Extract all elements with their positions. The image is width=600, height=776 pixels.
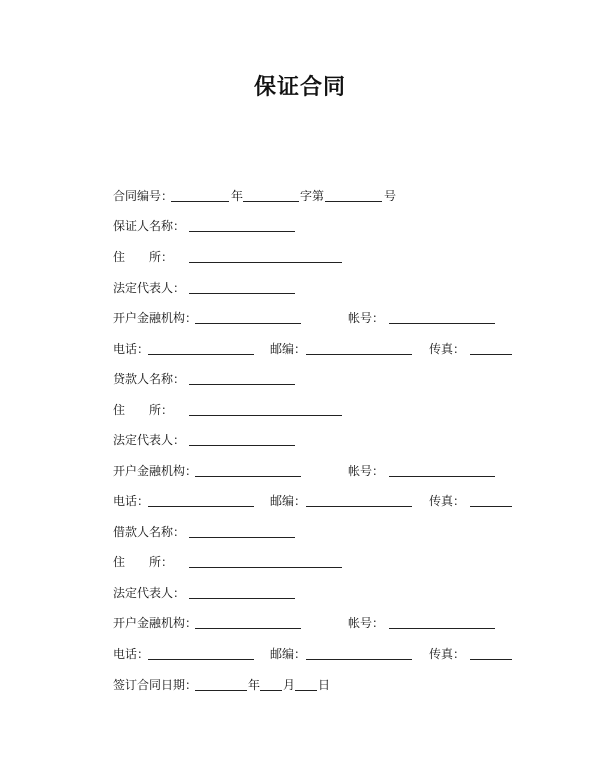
signing-year-suffix: 年 [248,678,261,692]
lender-phone-label: 电话： [113,494,150,508]
guarantor-fax-field[interactable] [470,354,512,355]
borrower-fax-label: 传真： [429,647,466,661]
borrower-address-label: 住 所： [113,555,174,569]
borrower-rep-label: 法定代表人： [113,586,186,600]
document-title: 保证合同 [253,74,346,100]
signing-month-field[interactable] [260,690,282,691]
guarantor-rep-label: 法定代表人： [113,281,186,295]
borrower-phone-label: 电话： [113,647,150,661]
contract-zi-field[interactable] [243,201,299,202]
lender-bank-label: 开户金融机构： [113,464,198,478]
contract-zidi-suffix: 字第 [300,189,325,203]
lender-phone-field[interactable] [148,506,254,507]
borrower-postcode-field[interactable] [306,659,412,660]
borrower-name-field[interactable] [189,537,295,538]
guarantor-address-label: 住 所： [113,250,174,264]
guarantor-bank-field[interactable] [195,323,301,324]
contract-number-label: 合同编号： [113,189,174,203]
signing-day-suffix: 日 [318,678,331,692]
borrower-bank-label: 开户金融机构： [113,616,198,630]
guarantor-postcode-label: 邮编： [270,342,307,356]
borrower-phone-field[interactable] [148,659,254,660]
lender-name-field[interactable] [189,384,295,385]
contract-no-field[interactable] [325,201,382,202]
guarantor-phone-field[interactable] [148,354,254,355]
borrower-postcode-label: 邮编： [270,647,307,661]
signing-day-field[interactable] [295,690,317,691]
contract-year-field[interactable] [171,201,229,202]
borrower-name-label: 借款人名称： [113,525,186,539]
guarantor-account-label: 帐号： [348,311,385,325]
lender-address-label: 住 所： [113,403,174,417]
guarantor-bank-label: 开户金融机构： [113,311,198,325]
lender-account-field[interactable] [389,476,495,477]
lender-postcode-field[interactable] [306,506,412,507]
guarantor-name-field[interactable] [189,231,295,232]
lender-bank-field[interactable] [195,476,301,477]
borrower-account-label: 帐号： [348,616,385,630]
contract-year-suffix: 年 [231,189,244,203]
borrower-bank-field[interactable] [195,628,301,629]
lender-account-label: 帐号： [348,464,385,478]
signing-year-field[interactable] [195,690,247,691]
lender-name-label: 贷款人名称： [113,372,186,386]
guarantor-address-field[interactable] [189,262,342,263]
borrower-account-field[interactable] [389,628,495,629]
lender-rep-field[interactable] [189,445,295,446]
lender-rep-label: 法定代表人： [113,433,186,447]
guarantor-postcode-field[interactable] [306,354,412,355]
lender-fax-label: 传真： [429,494,466,508]
guarantor-fax-label: 传真： [429,342,466,356]
lender-address-field[interactable] [189,415,342,416]
borrower-rep-field[interactable] [189,598,295,599]
signing-date-label: 签订合同日期： [113,678,198,692]
contract-hao-suffix: 号 [384,189,397,203]
signing-month-suffix: 月 [283,678,296,692]
guarantor-name-label: 保证人名称： [113,219,186,233]
guarantor-rep-field[interactable] [189,293,295,294]
borrower-fax-field[interactable] [470,659,512,660]
lender-fax-field[interactable] [470,506,512,507]
guarantor-phone-label: 电话： [113,342,150,356]
guarantor-account-field[interactable] [389,323,495,324]
lender-postcode-label: 邮编： [270,494,307,508]
borrower-address-field[interactable] [189,567,342,568]
